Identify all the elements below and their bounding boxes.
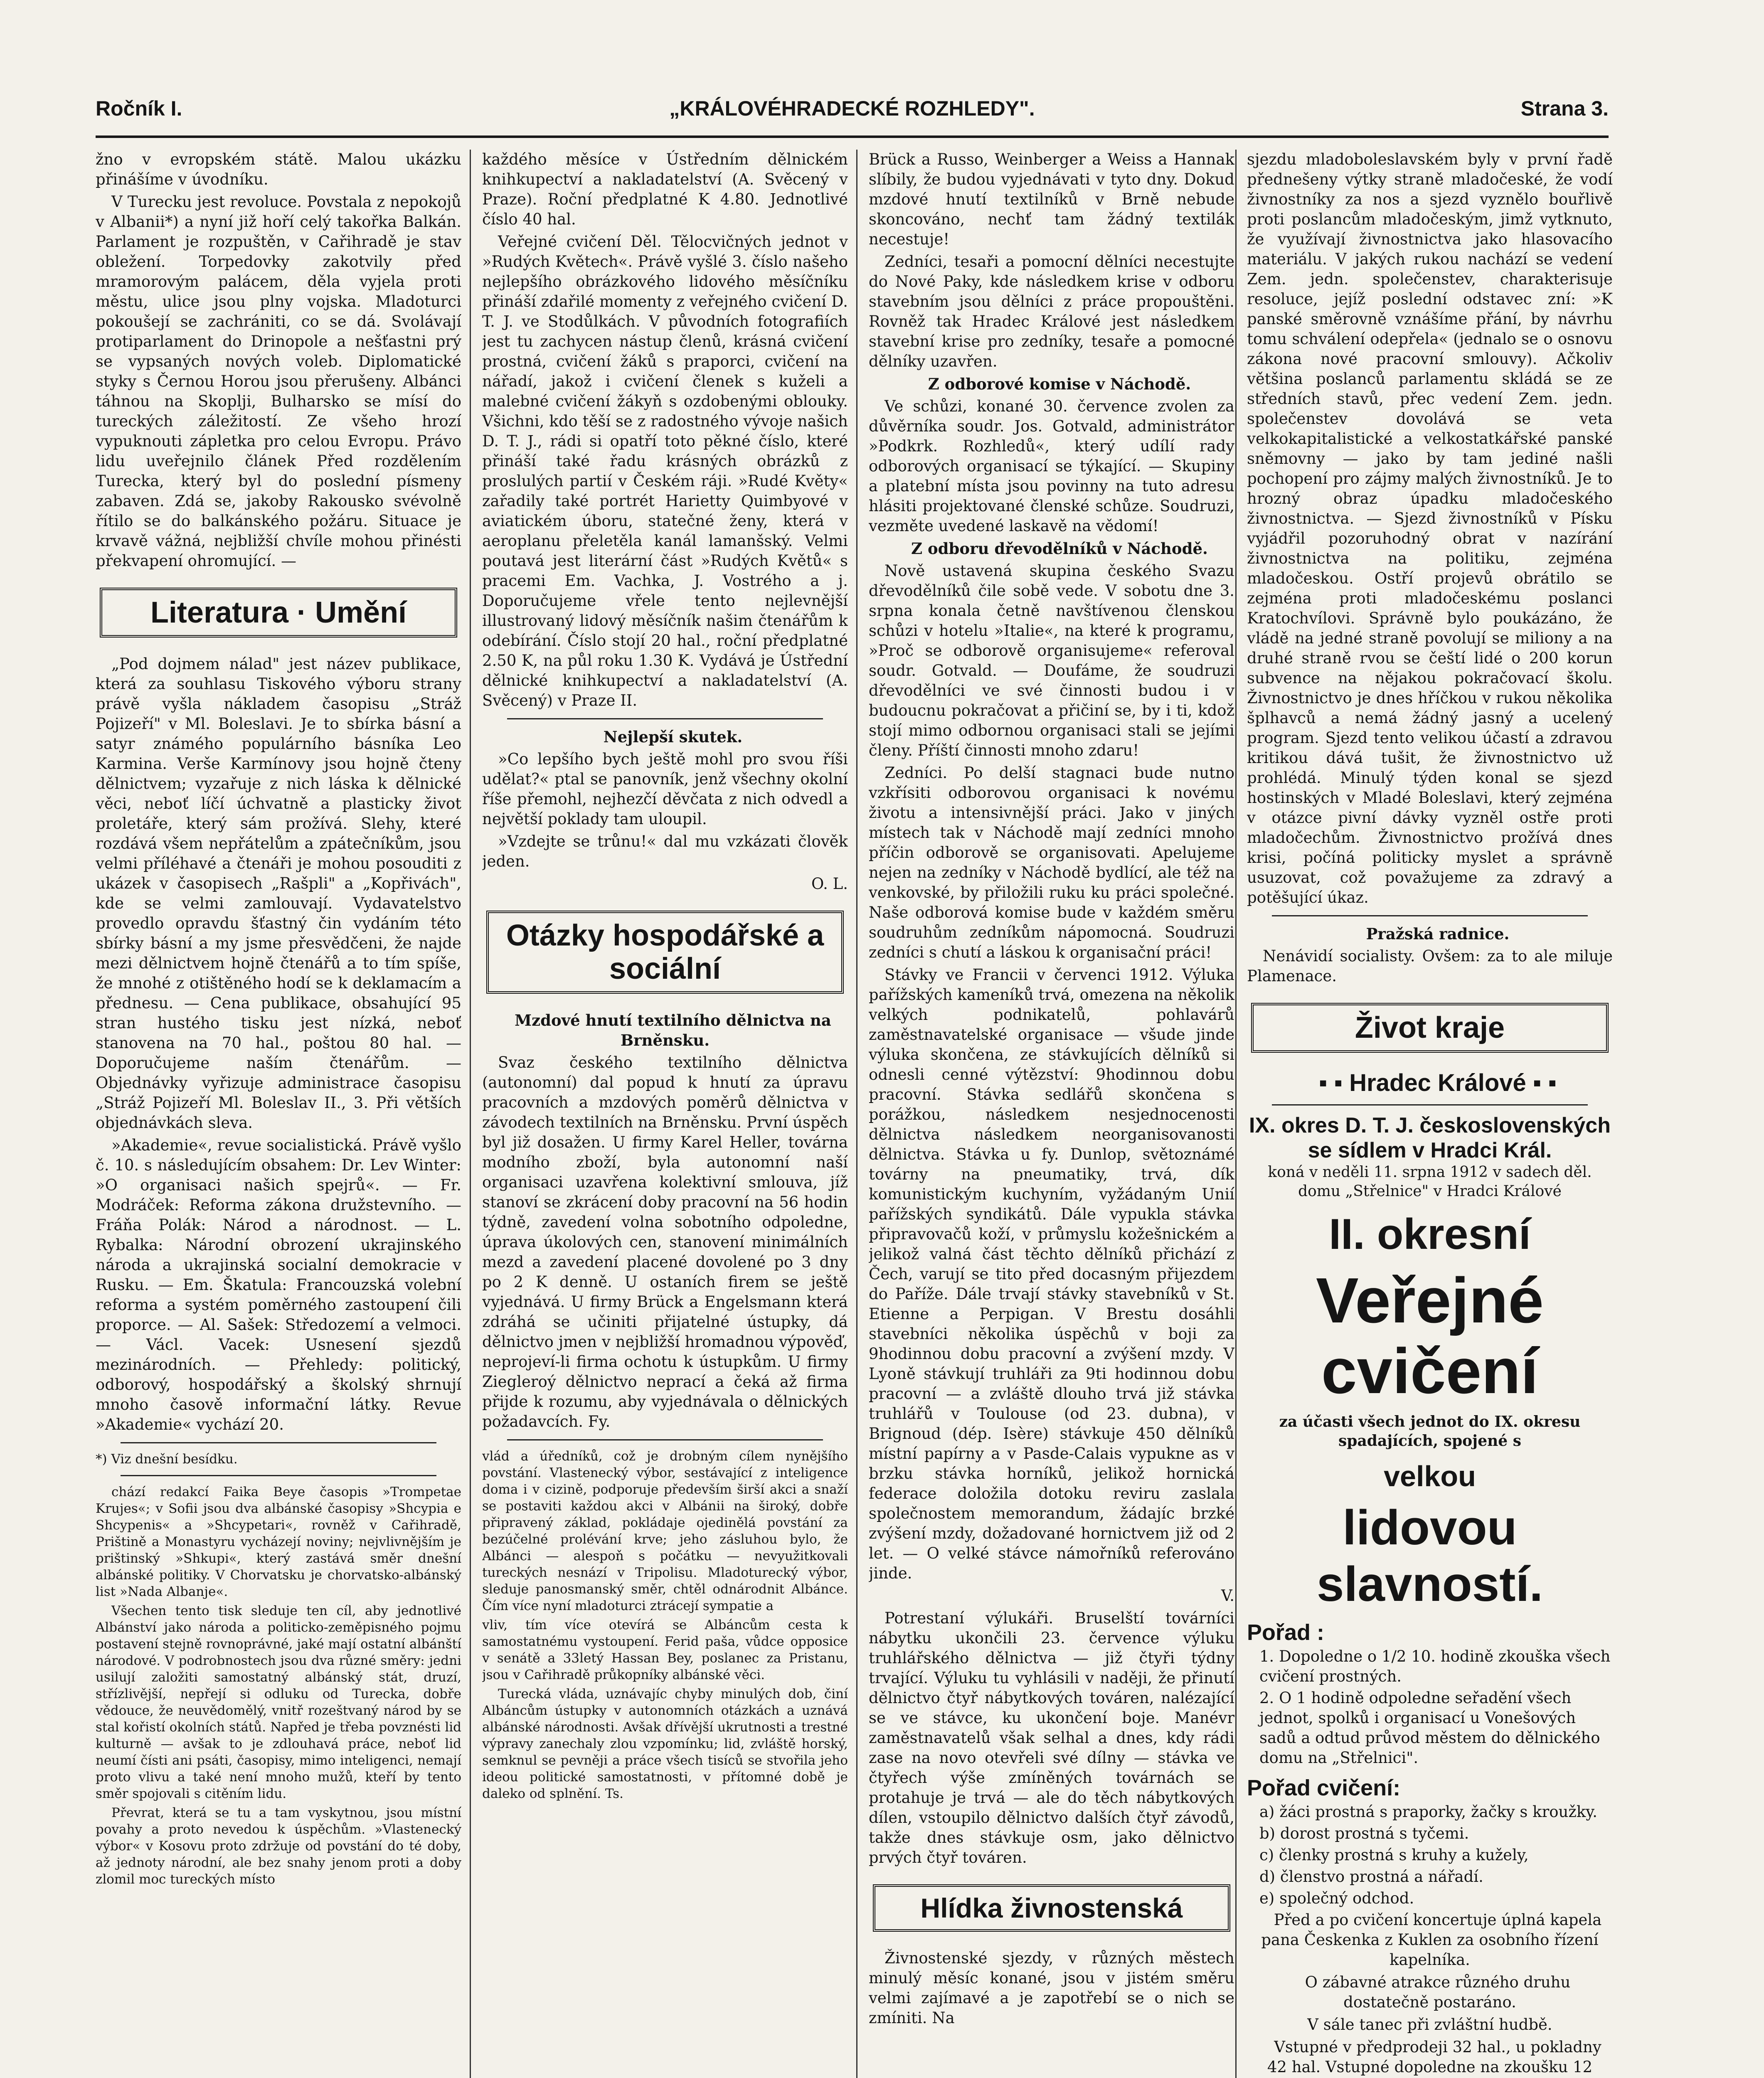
article-text: „Pod dojmem nálad" jest název publikace, která za souhlasu Tiskového výboru strany právě vyšla nákladem časopisu „Stráž Pojizeří" v Ml. Boleslavi. Je to sbírka básní a satyr známého populárního básníka Leo Karmina. Verše Karmínovy jsou hojně čteny dělnictvem; vyzařuje z nich láska k dělnické věci, neboť líčí úchvatně a plasticky život proletáře, který sám prožívá. Slehy, které rozdává všem nepřátelům a zpátečníkům, jsou velmi příléhavé a čtenáři je mohou posouditi z ukázek v časopisech „Rašpli" a „Kopřivách", kde se velmi zamlouvají. Vydavatelstvo provedlo opravdu šťastný čin vydáním této sbírky básní a my jsme přesvědčeni, že najde mezi dělnictvem hojně čtenářů a to tím spíše, že mnohé z otištěného hodí se k deklamacím a přednesu. — Cena publikace, obsahující 95 stran hustého tisku jest nízká, neboť stanovena na 70 hal., poštou 80 hal. — Doporučujeme naším čtenářům. — Objednávky vyřizuje administrace časopisu „Stráž Pojizeří Ml. Boleslav II., 3. Při větších objednávkách sleva. [96, 655, 461, 1132]
column-1 [96, 150, 461, 2078]
page-header [96, 96, 1609, 130]
section-heading-zivot-kraje: Život kraje [1251, 1003, 1609, 1053]
article-heading: Pražská radnice. [1366, 925, 1510, 943]
article-text: Nenávidí socialisty. Ovšem: za to ale miluje Plamenace. [1247, 947, 1613, 985]
program-item: 1. Dopoledne o 1/2 10. hodině zkouška všech cvičení prostných. [1259, 1647, 1611, 1685]
region-heading: ▪ ▪ Hradec Králové ▪ ▪ [1318, 1069, 1557, 1096]
article-text: Brück a Russo, Weinberger a Weiss a Hannak slíbily, že budou vyjednávati v tyto dny. Dokud mzdové hnutí textilníků v Brně nebude skoncováno, nechť tam žádný textilák necestuje! [869, 150, 1234, 248]
article-text: Převrat, která se tu a tam vyskytnou, jsou místní povahy a proto nevedou k úspěchům. »Vlastenecký výbor« v Kosovu proto zdržuje od povstání do té doby, až jednoty národní, ale bez snahy jenom proti a doby zlomil moc tureckých místo [96, 1805, 461, 1887]
program-list [1247, 1647, 1613, 1768]
article-heading: Nejlepší skutek. [603, 728, 743, 746]
footnote: *) Viz dnešní besídku. [96, 1452, 238, 1467]
divider [507, 718, 823, 719]
article-text: každého měsíce v Ústředním dělnickém knihkupectví a nakladatelství (A. Svěcený v Praze). Roční předplatné K 4.80. Jednotlivé číslo 40 hal. [482, 150, 848, 228]
program-item: 2. O 1 hodině odpoledne seřadění všech jednot, spolků i organisací u Vonešových sadů a odtud průvod městem do dělnického domu na „Střelnici". [1259, 1689, 1600, 1767]
article-text: Zedníci, tesaři a pomocní dělníci necestujte do Nové Paky, kde následkem krise v odboru stavebním jsou dělníci z práce propouštěni. Rovněž tak Hradec Králové jest následkem stavební krise pro zedníky, tesaře a pomocné dělníky uzavřen. [869, 253, 1234, 370]
event-notice [1247, 1113, 1613, 2078]
article-text: vliv, tím více otevírá se Albáncům cesta k samostatnému vystoupení. Ferid paša, vůdce opposice v senátě a 33letý Hassan Bey, poslanec za Pristanu, jsou v Cařihradě průkopníky albánské věci. [482, 1618, 848, 1682]
exercise-list [1247, 1802, 1613, 1908]
article-text: Stávky ve Francii v červenci 1912. Výluka pařížských kameníků trvá, omezena na několik velkých podnikatelů, pohlavárů zaměstnavatelské organisace — všude jinde výluka skončena, ze stávkujících dělníků si odnesli cenné výtězství: 9hodinnou dobu pracovní. Stávka sedlářů skončena s porážkou, následkem nesjednocenosti dělnictva následkem neorganisovanosti dělnictva. Stávka u fy. Dunlop, světoznámé továrny na pneumatiky, trvá, dík komunistickým kuchyním, vyžádaným Unií pařížských syndikátů. Dále vypukla stávka připravovačů koží, v průmyslu kožešnickém a jelikož valná část těchto dělníků přichází z Čech, varují se tito před docasným přijezdem do Paříže. Dále trvají stávky stavebníků v St. Etienne a Perpigan. V Brestu dosáhli stavebníci několika úspěchů v boji za 9hodinnou dobu pracovní a zvýšení mzdy. V Lyoně stávkují truhláři za 9ti hodinnou dobu pracovní — a zvláště dlouho trvá již stávka truhlářů v Toulouse (od 23. dubna), v Brignoud (dép. Isère) stávkuje 450 dělníků místní papírny a v Pasde-Calais vypukne as v brzku stávka horníků, jelikož hornická federace doložila dotoku reviru zaslala společnostem memorandum, žádajíc brzké zvýšení mzdy, dožadované hornictvem již od 2 let. — O velké stávce námořníků referováno jinde. [869, 966, 1234, 1582]
notice-text: V sále tanec při zvláštní hudbě. [1307, 2016, 1552, 2034]
section-heading-literatura: Literatura · Umění [100, 588, 457, 638]
column-3 [869, 150, 1234, 2078]
article-akademie: »Akademie«, revue socialistická. Právě vyšlo č. 10. s následujícím obsahem: Dr. Lev Winter: »O organisaci našich spejrů«. — Fr. Modráček: Reforma zákona družstevního. — Fráňa Polák: Národ a národnost. — L. Rybalka: Národní obrození ukrajinského národa a ukrajinská socialní demokracie v Rusku. — Em. Škatula: Francouzská volební reforma a systém poměrného zastoupení čili proporce. — Al. Sašek: Středozemí a velmoci. — Václ. Vacek: Usnesení sjezdů mezinárodních. — Přehledy: politický, odborový, hospodářský a školský shrnují mnoho časově informační látky. Revue »Akademie« vychází 20. [96, 1136, 461, 1433]
column-divider [856, 150, 857, 2078]
divider [1272, 1104, 1588, 1105]
section-heading-hlidka: Hlídka živnostenská [873, 1884, 1230, 1932]
notice-text: Vstupné v předprodeji 32 hal., u pokladny 42 hal. Vstupné dopoledne na zkoušku 12 [1267, 2038, 1601, 2076]
article-heading: Z odborové komise v Náchodě. [928, 375, 1191, 393]
volume-label: Ročník I. [96, 97, 182, 120]
article-text: Ve schůzi, konané 30. července zvolen za důvěrníka soudr. Jos. Gotvald, administrátor »Podkrk. Rozhledů«, který udílí rady odborových organisací se týkající. — Skupiny a platební místa jsou povinny na tuto adresu hlásiti projektované členské schůze. Soudruzi, vezměte uvedené laskavě na vědomí! [869, 397, 1234, 535]
notice-okresni: II. okresní [1329, 1210, 1531, 1258]
notice-title: IX. okres D. T. J. československých se sídlem v Hradci Král. [1249, 1113, 1611, 1162]
notice-text: O zábavné atrakce různého druhu dostatečně postaráno. [1305, 1973, 1571, 2011]
notice-porad: Pořad : [1247, 1620, 1325, 1645]
divider [507, 1439, 823, 1440]
article-text: »Co lepšího bych ještě mohl pro svou říši udělat?« ptal se panovník, jenž všechny okolní říše přemohl, nejhezčí děvčata z nich odvedl a největší poklady tam uloupil. [482, 750, 848, 828]
column-4 [1247, 150, 1613, 2078]
article-text: žno v evropském státě. Malou ukázku přinášíme v úvodníku. [96, 150, 461, 188]
article-text: vlád a úředníků, což je drobným cílem nynějšího povstání. Vlastenecký výbor, sestávající z inteligence doma i v cizině, podporuje především širší akci a snaží se postaviti každou akci v Albánii na široký, dobře připravený základ, pokládaje ojedinělá povstání za bezúčelné prolévání krve; jeho zásluhou bylo, že Albánci — alespoň s počátku — nevyužitkovali tureckých nesnází v Tripolisu. Mladoturecký výbor, sleduje panosmanský směr, chtěl odnárodnit Albánce. Čím více nyní mladoturci ztrácejí sympatie a [482, 1449, 848, 1613]
article-text: sjezdu mladoboleslavském byly v první řadě přednešeny výtky straně mladočeské, že vodí živnostníky za nos a sjezd vyznělo bouřlivě proti poslancům mladočeským, jimž vytknuto, že využívají živnostnictva jako hlasovacího materiálu. V jakých rukou nachází se vedení Zem. jedn. společenstev, charakterisuje resoluce, jejíž poslední odstavec zní: »K panské směrovně vznášíme přání, by návrhu tomu schválení odepřela« (jednalo se o osnovu zákona nové pracovní smlouvy). Ačkoliv většina poslanců parlamentu skládá se ze středních stavů, přec vedení Zem. jedn. společenstev dovolává se veta velkokapitalistické a velkostatkářské panské sněmovny — jako by tam jediné našli pochopení pro zájmy malých živnostníků. Je to hrozný obraz úpadku mladočeského živnostnictva. — Sjezd živnostníků v Písku vyjádřil pozoruhodný obrat v nazírání živnostnictva na politiku, zejména mladočeskou. Ostří projevů obrátilo se zejména proti mladočeskému poslanci Kratochvílovi. Správně bylo poukázáno, že vládě na jedné straně povolují se miliony a na druhé straně rvou se čeští lidé o 200 korun subvence na nějakou pokračovací školu. Živnostnictvo je dnes hříčkou v rukou několika šplhavců a nemá žádný jasný a ucelený program. Sjezd tento velikou účastí a zdravou kritikou dává tušit, že živnostnictvo už prohlédá. Minulý týden konal se sjezd hostinských v Mladé Boleslavi, který zejména v otázce pivní dávky vyzněl ostře proti mladočechům. Živnostnictvo prožívá dnes krisi, počíná politicky myslet a správně usuzovat, což považujeme za zdravý a potěšující úkaz. [1247, 150, 1613, 906]
column-2 [482, 150, 848, 2078]
article-turecko: V Turecku jest revoluce. Povstala z nepokojů v Albanii*) a nyní již hoří celý takořka Balkán. Parlament je rozpuštěn, v Cařihradě je stav obležení. Torpedovky zakotvily před mramorovým palácem, děla vyjela proti městu, ulice jsou plny vojska. Mladoturci pokoušejí se zachrániti, co se dá. Svolávají protiparlament do Drinopole a nešťastni prý se vypsaných nových voleb. Diplomatické styky s Černou Horou jsou přerušeny. Albánci táhnou na Skoplji, Bulharsko se mísí do tureckých záležitostí. Ze všeho hrozí vypuknouti zápletka pro celou Evropu. Právo lidu uveřejnilo článek Před rozdělením Turecka, který byl do poslední písmeny zabaven. Zdá se, jakoby Rakousko svévolně řítilo se do balkánského požáru. Situace je krvavě vážná, nejbližší chvíle mohou přinésti překvapení ohromující. — [96, 193, 461, 570]
notice-ucast: za účasti všech jednot do IX. okresu spadajících, spojené s [1279, 1413, 1581, 1450]
article-text: Turecká vláda, uznávajíc chyby minulých dob, činí Albáncům ústupky v autonomních otázkách a uznává albánské národnosti. Avšak dřívější ukrutnosti a trestné výpravy zanechaly zlou vzpomínku; lid, zvláště horský, semknul se pevněji a práce všech tisíců se stvořila jeho ideou politické samostatnosti, v přítomné době je daleko od splnění. Ts. [482, 1687, 848, 1801]
notice-verejne-cviceni: Veřejné cvičení [1316, 1265, 1544, 1407]
exercise-item: c) členky prostná s kruhy a kužely, [1259, 1846, 1529, 1864]
column-divider [470, 150, 471, 2078]
article-text: Zedníci. Po delší stagnaci bude nutno vzkřísiti odborovou organisaci k novému životu a intensivnější práci. Jako v jiných místech tak v Náchodě mají zedníci mnoho příčin odborově se organisovati. Apelujeme nejen na zedníky v Náchodě bydlící, ale též na venkovské, by přiložili ruku ku práci společné. Naše odborová komise bude v každém směru soudruhům zedníkům nápomocná. Soudruzi zedníci s chutí a láskou k organisační práci! [869, 764, 1234, 961]
notice-when: koná v neděli 11. srpna 1912 v sadech děl. domu „Střelnice" v Hradci Králové [1268, 1164, 1592, 1200]
article-rude-kvety: Veřejné cvičení Děl. Tělocvičných jednot v »Rudých Květech«. Právě vyšlé 3. číslo našeho nejlepšího obrázkového lidového měsíčníku přináší zdařilé momenty z veřejného cvičení D. T. J. ve Stodůlkách. V původních fotografiích jest tu zachycen nástup členů, krásná cvičení prostná, cvičení žáků s praporci, cvičení na nářadí, jakož i cvičení členek s kuželi a malebné cvičení žákyň s ozdobenými oblouky. Všichni, kdo těší se z radostného vývoje našich D. T. J., rádi si opatří toto pěkné číslo, které přináší také řadu krásných obrázků z proslulých partií v Českém ráji. »Rudé Květy« zařadily také portrét Harietty Quimbyové v aviatickém úboru, statečné ženy, která v aeroplanu přeletěla kanál lamanšský. Velmi poutavá jest literární část »Rudých Květů« s pracemi Em. Vachka, J. Vostrého a j. Doporučujeme vřele tento nejlevnější illustrovaný lidový měsíčník našim čtenářům k odebírání. Číslo stojí 20 hal., roční předplatné 2.50 K, na půl roku 1.30 K. Vydává je Ústřední dělnické knihkupectví a nakladatelství (A. Svěcený) v Praze II. [482, 233, 848, 709]
exercise-item: a) žáci prostná s praporky, žačky s kroužky. [1259, 1803, 1598, 1821]
article-text: Svaz českého textilního dělnictva (autonomní) dal popud k hnutí za úpravu pracovních a mzdových poměrů dělnictva v závodech textilních na Brněnsku. První úspěch byl již dosažen. U firmy Karel Heller, továrna modního zboží, byla autonomní naší organisaci uzavřena kolektivní smlouva, jíž stanoví se zkrácení doby pracovní na 56 hodin týdně, zavedení volna sobotního odpoledne, úprava úkolových cen, stanovení minimálních mezd a zavedení placené dovolené po 3 dny po 2 K denně. U ostaních firem se ještě vyjednává. U firmy Brück a Engelsmann která zdráhá se učiniti přijatelné ústupky, dá dělnictvo jmen v nejbližší hromadnou výpověď, neprojeví-li firma ochotu k ústupkům. U firmy Ziegleroý dělnictvo neprací a čeká až firma přijde k rozumu, aby vyjednávala o dělnických požadavcích. Fy. [482, 1054, 848, 1430]
article-heading: Mzdové hnutí textilního dělnictva na Brněnsku. [515, 1011, 831, 1049]
notice-velkou: velkou [1384, 1460, 1476, 1492]
article-text: Potrestaní výlukáři. Bruselští továrníci nábytku ukončili 23. července výluku truhlářského dělnictva — již čtyři týdny trvající. Výluku tu vyhlásili v naději, že přinutí dělnictvo čtyř nábytkových továren, nalézající se ve stávce, ku ukončení boje. Manévr zaměstnavatelů však selhal a dnes, kdy rádi zase na novo otevřeli své dílny — stávka ve čtyřech výše zmíněných továrnách se protahuje je trvá — ale do těch nábytkových dílen, vstoupilo dělnictvo dalších čtyř závodů, takže dnes stávkuje osm, jako dělnictvo prvých čtyř továren. [869, 1609, 1234, 1866]
article-heading: Z odboru dřevodělníků v Náchodě. [911, 539, 1208, 558]
divider [1272, 915, 1588, 916]
divider [121, 1475, 436, 1476]
header-rule [96, 135, 1609, 138]
newspaper-title: „KRÁLOVÉHRADECKÉ ROZHLEDY". [669, 97, 1035, 120]
page-number: Strana 3. [1520, 97, 1609, 120]
divider [121, 1442, 436, 1443]
exercise-item: e) společný odchod. [1259, 1889, 1414, 1907]
exercise-item: d) členstvo prostná a nářadí. [1259, 1868, 1483, 1886]
notice-porad-cviceni: Pořad cvičení: [1247, 1775, 1401, 1800]
section-heading-otazky: Otázky hospodářské a sociální [486, 911, 844, 994]
article-text: Nově ustavená skupina českého Svazu dřevodělníků čile sobě vede. V sobotu dne 3. srpna konala četně navštívenou členskou schůzi v hotelu »Italie«, na které k programu, »Proč se odborově organisujeme« referoval soudr. Gotvald. — Doufáme, že soudruzi dřevodělníci ve své činnosti budou i v budoucnu pokračovat a přičiní se, by i ti, kdož stojí mimo odbornou organisaci stali se jejími členy. Příští činnosti mnoho zdaru! [869, 562, 1234, 759]
column-divider [1235, 150, 1237, 2078]
exercise-item: b) dorost prostná s tyčemi. [1259, 1824, 1469, 1842]
notice-text: Před a po cvičení koncertuje úplná kapela pana Českenka z Kuklen za osobního řízení kapelníka. [1261, 1911, 1602, 1969]
article-signature: O. L. [811, 875, 848, 893]
article-text: Živnostenské sjezdy, v různých městech minulý měsíc konané, jsou v jistém směru velmi zajímavé a je zapotřebí se o nich se zmíniti. Na [869, 1949, 1234, 2027]
article-text: »Vzdejte se trůnu!« dal mu vzkázati člověk jeden. [482, 832, 848, 870]
notice-slavnost: lidovou slavností. [1316, 1500, 1543, 1612]
article-text: chází redakcí Faika Beye časopis »Trompetae Krujes«; v Sofii jsou dva albánské časopisy »Shcypia e Shcypenis« a »Shcypetari«, rovněž v Cařihradě, Prištině a Monastyru vycházejí noviny; nejvlivnějším je prištinský »Shkupi«, který zastává směr dnešní albánské politiky. V Chorvatsku je chorvatsko-albánský list »Nada Albanje«. [96, 1485, 461, 1599]
article-signature: V. [1221, 1587, 1234, 1605]
article-text: Všechen tento tisk sleduje ten cíl, aby jednotlivé Albánství jako národa a politicko-zeměpisného pojmu postavení stejně rovnoprávné, jaké mají ostatní albánští národové. V podrobnostech jsou dva různé směry: jedni usilují založiti samostatný albánský stát, druzí, střízlivější, nepřejí si odluku od Turecka, dobře vědouce, že neuvědomělý, vnitř rozeštvaný národ by se stal kořistí okolních států. Napřed je třeba povznésti lid kulturně — avšak to je zdlouhavá práce, neboť lid neumí čísti ani psáti, časopisy, mimo inteligenci, nemají proto vlivu a také není mnoho mužů, kteří by tento směr spojovali s citěním lidu. [96, 1603, 461, 1801]
